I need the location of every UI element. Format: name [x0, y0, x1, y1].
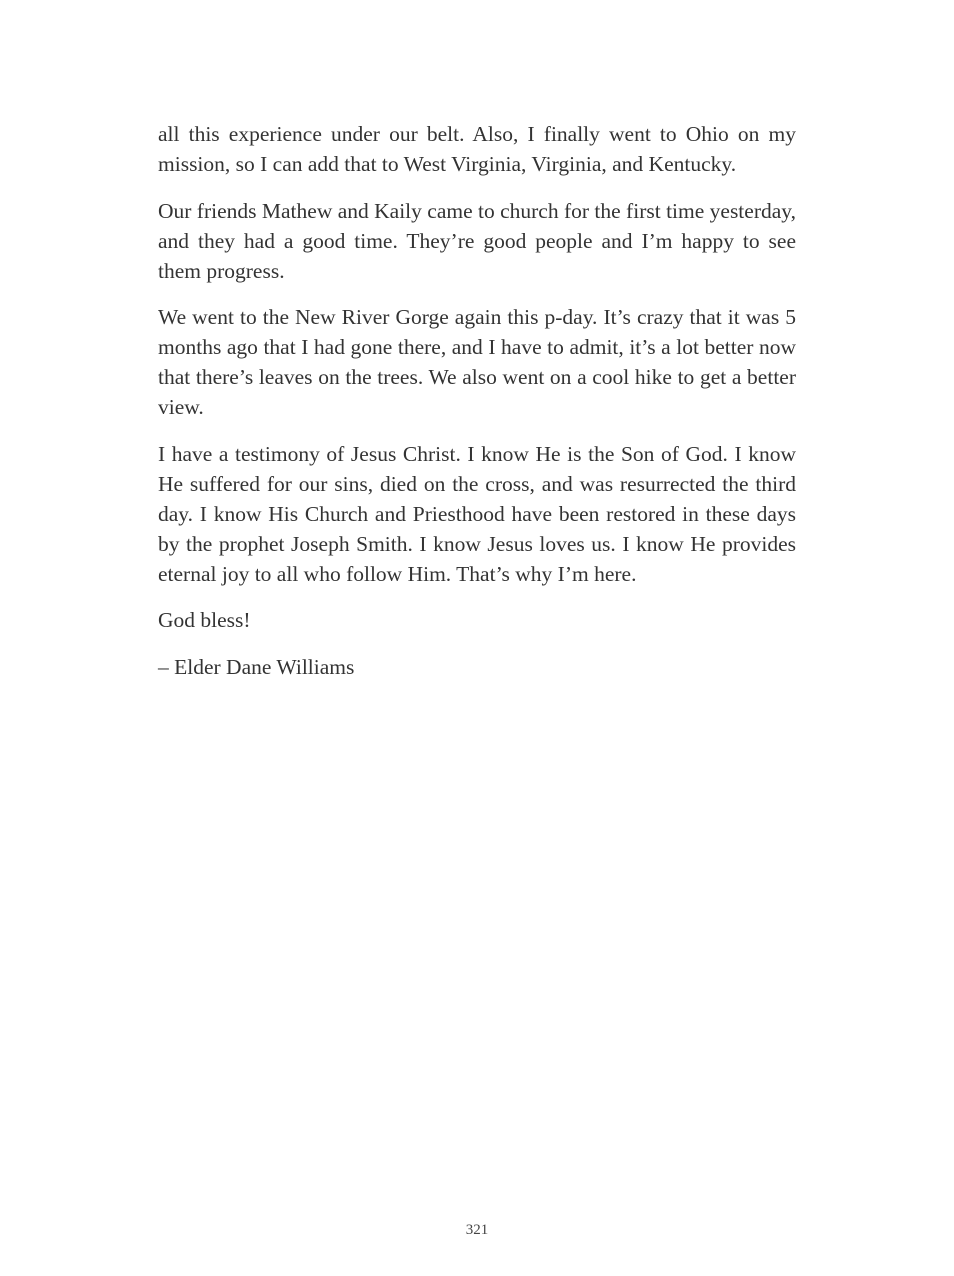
paragraph-experience-ohio: all this experience under our belt. Also, I finally went to Ohio on my mission, so I can add that to West Virginia, Virginia, and Kentucky.: [158, 122, 796, 176]
signature: – Elder Dane Williams: [158, 654, 355, 679]
page-number: 321: [465, 1222, 489, 1238]
paragraph-friends-church: Our friends Mathew and Kaily came to church for the first time yesterday, and they had a good time. They’re good people and I’m happy to see them progress.: [158, 198, 797, 283]
letter-body: [158, 119, 796, 698]
closing-blessing: God bless!: [158, 608, 251, 632]
paragraph-new-river-gorge: We went to the New River Gorge again this p-day. It’s crazy that it was 5 months ago that I had gone there, and I have to admit, it’s a lot better now that there’s leaves on the trees. We also went on a cool hike to get a better view.: [158, 305, 796, 419]
paragraph-testimony: I have a testimony of Jesus Christ. I know He is the Son of God. I know He suffered for our sins, died on the cross, and was resurrected the third day. I know His Church and Priesthood have been restored in these days by the prophet Joseph Smith. I know Jesus loves us. I know He provides eternal joy to all who follow Him. That’s why I’m here.: [158, 441, 796, 586]
